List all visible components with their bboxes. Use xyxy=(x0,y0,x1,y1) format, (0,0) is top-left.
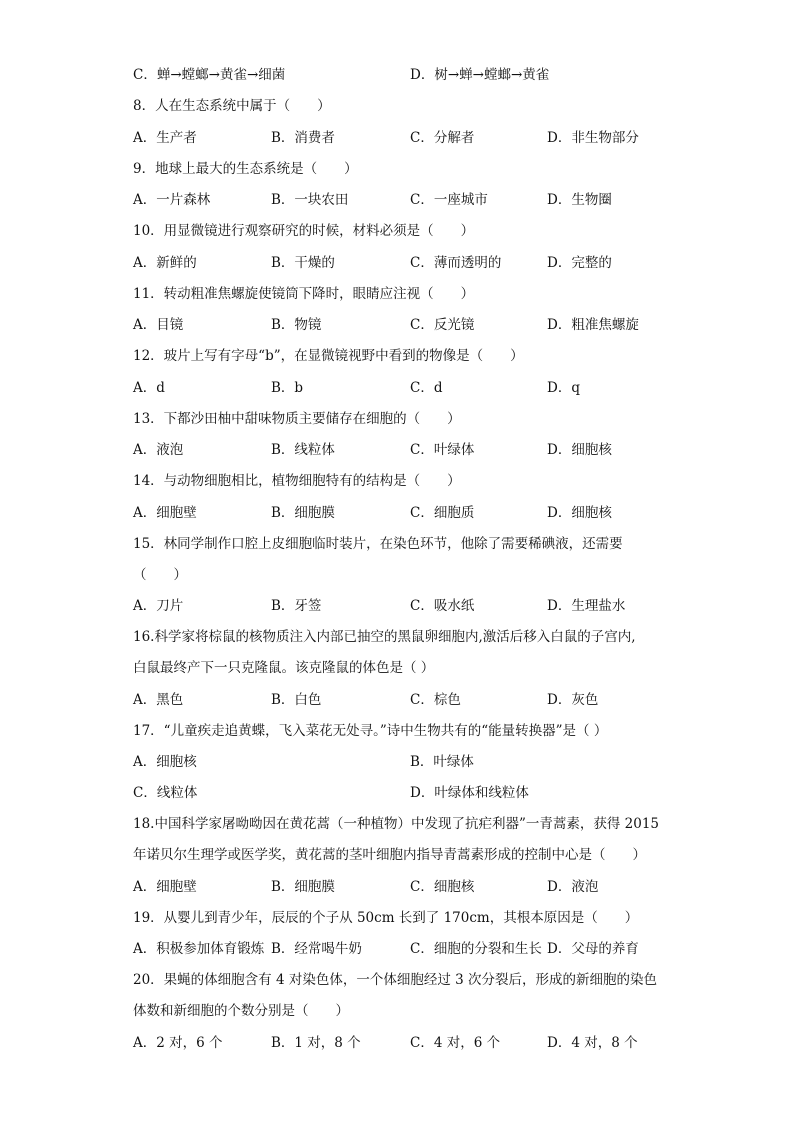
option-d[interactable]: D．非生物部分 xyxy=(547,130,639,146)
option-a[interactable]: A．目镜 xyxy=(133,317,184,333)
question-18-cont: 年诺贝尔生理学或医学奖，黄花蒿的茎叶细胞内指导青蒿素形成的控制中心是（ ） xyxy=(133,847,646,863)
option-d[interactable]: D．细胞核 xyxy=(547,505,612,521)
question-15: 15．林同学制作口腔上皮细胞临时装片，在染色环节，他除了需要稀碘液，还需要 xyxy=(133,536,623,552)
option-c[interactable]: C．d xyxy=(410,380,443,396)
option-d[interactable]: D．细胞核 xyxy=(547,442,612,458)
option-b[interactable]: B．1 对，8 个 xyxy=(271,1035,361,1051)
options-row xyxy=(133,594,673,618)
option-b[interactable]: B．牙签 xyxy=(271,598,322,614)
question-12: 12．玻片上写有字母“b”，在显微镜视野中看到的物像是（ ） xyxy=(133,348,524,364)
option-a[interactable]: A．刀片 xyxy=(133,598,184,614)
question-9: 9．地球上最大的生态系统是（ ） xyxy=(133,161,358,177)
option-d[interactable]: D．父母的养育 xyxy=(547,941,639,957)
option-a[interactable]: A．生产者 xyxy=(133,130,197,146)
option-a[interactable]: A．细胞壁 xyxy=(133,879,197,895)
option-d[interactable]: D．粗准焦螺旋 xyxy=(547,317,639,333)
option-a[interactable]: A．细胞核 xyxy=(133,754,197,770)
question-20-cont: 体数和新细胞的个数分别是（ ） xyxy=(133,1003,349,1019)
option-c[interactable]: C．4 对，6 个 xyxy=(410,1035,501,1051)
option-c[interactable]: C．分解者 xyxy=(410,130,475,146)
option-a[interactable]: A．新鲜的 xyxy=(133,255,197,271)
option-d[interactable]: D．液泡 xyxy=(547,879,599,895)
question-15-blank: （ ） xyxy=(133,567,187,583)
option-b[interactable]: B．叶绿体 xyxy=(410,754,474,770)
option-c[interactable]: C．棕色 xyxy=(410,692,461,708)
option-d[interactable]: D．q xyxy=(547,380,580,396)
option-d[interactable]: D．生物圈 xyxy=(547,192,612,208)
option-b[interactable]: B．白色 xyxy=(271,692,322,708)
question-11: 11．转动粗准焦螺旋使镜筒下降时，眼睛应注视（ ） xyxy=(133,286,475,302)
option-a[interactable]: A．2 对，6 个 xyxy=(133,1035,223,1051)
options-row xyxy=(133,501,673,525)
option-c[interactable]: C．吸水纸 xyxy=(410,598,475,614)
question-13: 13．下都沙田柚中甜味物质主要储存在细胞的（ ） xyxy=(133,411,461,427)
option-c[interactable]: C．细胞质 xyxy=(410,505,475,521)
option-b[interactable]: B．b xyxy=(271,380,304,396)
option-b[interactable]: B．干燥的 xyxy=(271,255,335,271)
option-a[interactable]: A．积极参加体育锻炼 xyxy=(133,941,265,957)
options-row xyxy=(133,313,673,337)
question-19: 19．从婴儿到青少年，辰辰的个子从 50cm 长到了 170cm，其根本原因是（ ） xyxy=(133,910,639,926)
option-b[interactable]: B．经常喝牛奶 xyxy=(271,941,362,957)
option-b[interactable]: B．一块农田 xyxy=(271,192,349,208)
question-17: 17．“儿童疾走追黄蝶，飞入菜花无处寻。”诗中生物共有的“能量转换器”是（ ） xyxy=(133,723,608,739)
option-a[interactable]: A．d xyxy=(133,380,165,396)
option-d[interactable]: D．灰色 xyxy=(547,692,599,708)
options-row xyxy=(133,438,673,462)
options-row xyxy=(133,1031,673,1055)
option-c[interactable]: C．线粒体 xyxy=(133,785,198,801)
question-10: 10．用显微镜进行观察研究的时候，材料必须是（ ） xyxy=(133,223,475,239)
options-row xyxy=(133,126,673,150)
option-c[interactable]: C．叶绿体 xyxy=(410,442,475,458)
question-20: 20．果蝇的体细胞含有 4 对染色体，一个体细胞经过 3 次分裂后，形成的新细胞的染色 xyxy=(133,972,658,988)
options-row xyxy=(133,937,673,961)
question-18: 18.中国科学家屠呦呦因在黄花蒿（一种植物）中发现了抗疟利器”一青蒿素，获得 2015 xyxy=(133,816,660,832)
option-b[interactable]: B．消费者 xyxy=(271,130,335,146)
question-8: 8．人在生态系统中属于（ ） xyxy=(133,98,331,114)
options-row xyxy=(133,188,673,212)
option-b[interactable]: B．细胞膜 xyxy=(271,879,335,895)
option-b[interactable]: B．线粒体 xyxy=(271,442,335,458)
options-row xyxy=(133,251,673,275)
options-row xyxy=(133,875,673,899)
option-b[interactable]: B．物镜 xyxy=(271,317,322,333)
option-a[interactable]: A．一片森林 xyxy=(133,192,211,208)
option-c[interactable]: C．细胞核 xyxy=(410,879,475,895)
options-row xyxy=(133,781,673,805)
option-d[interactable]: D．完整的 xyxy=(547,255,612,271)
option-c[interactable]: C．反光镜 xyxy=(410,317,475,333)
option-d[interactable]: D．4 对，8 个 xyxy=(547,1035,638,1051)
option-c[interactable]: C．薄而透明的 xyxy=(410,255,502,271)
option-d[interactable]: D．生理盐水 xyxy=(547,598,626,614)
option-c[interactable]: C．细胞的分裂和生长 xyxy=(410,941,542,957)
option-d[interactable]: D．叶绿体和线粒体 xyxy=(410,785,529,801)
options-row xyxy=(133,688,673,712)
question-16-cont: 白鼠最终产下一只克隆鼠。该克隆鼠的体色是（ ） xyxy=(133,660,435,676)
options-row xyxy=(133,750,673,774)
option-c[interactable]: C．一座城市 xyxy=(410,192,488,208)
question-14: 14．与动物细胞相比，植物细胞特有的结构是（ ） xyxy=(133,473,461,489)
options-row xyxy=(133,63,673,87)
question-16: 16.科学家将棕鼠的核物质注入内部已抽空的黑鼠卵细胞内,激活后移入白鼠的子宫内, xyxy=(133,629,636,645)
option-a[interactable]: A．细胞壁 xyxy=(133,505,197,521)
options-row xyxy=(133,376,673,400)
option-a[interactable]: A．黑色 xyxy=(133,692,184,708)
option-d[interactable]: D．树→蝉→螳螂→黄雀 xyxy=(410,67,550,83)
option-a[interactable]: A．液泡 xyxy=(133,442,184,458)
option-b[interactable]: B．细胞膜 xyxy=(271,505,335,521)
option-c[interactable]: C．蝉→螳螂→黄雀→细菌 xyxy=(133,67,286,83)
